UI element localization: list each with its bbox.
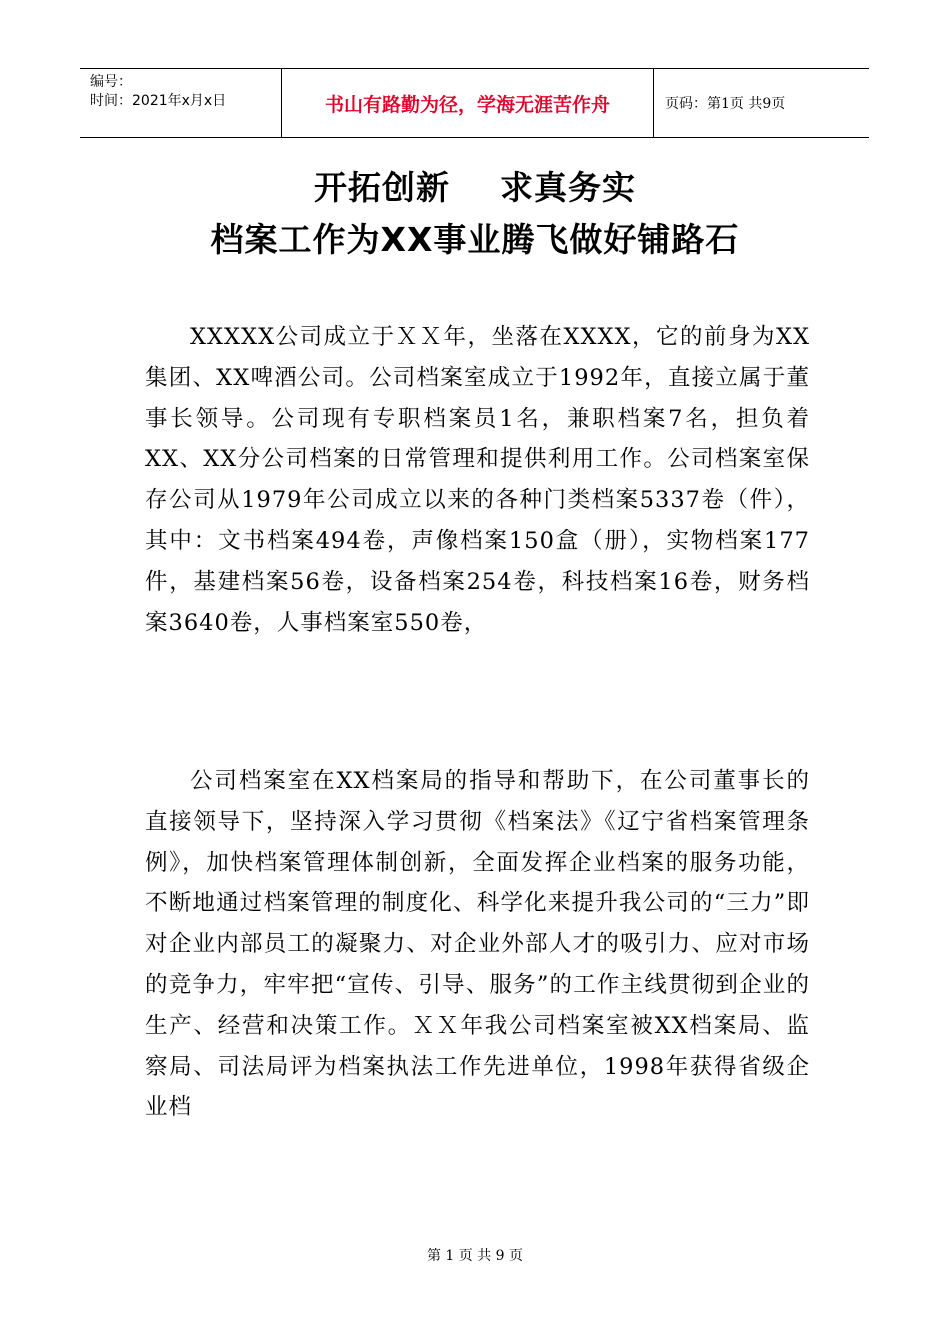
title-part-1: 开拓创新 — [314, 168, 450, 207]
header-page-info: 页码：第1页 共9页 — [665, 96, 786, 112]
title-line-1 — [0, 162, 950, 209]
title-part-2: 求真务实 — [500, 168, 636, 207]
title-line-2: 档案工作为XX事业腾飞做好铺路石 — [210, 220, 740, 259]
time-label: 时间：2021年x月x日 — [90, 93, 227, 109]
page-footer: 第 1 页 共 9 页 — [426, 1248, 524, 1264]
body-paragraph-2: 公司档案室在XX档案局的指导和帮助下，在公司董事长的直接领导下，坚持深入学习贯彻《档案法》《辽宁省档案管理条例》，加快档案管理体制创新，全面发挥企业档案的服务功能，不断地通过档案管理的制度化、科学化来提升我公司的“三力”即对企业内部员工的凝聚力、对企业外部人才的吸引力、应对市场的竞争力，牢牢把“宣传、引导、服务”的工作主线贯彻到企业的生产、经营和决策工作。ＸＸ年我公司档案室被XX档案局、监察局、司法局评为档案执法工作先进单位，1998年获得省级企业档 — [145, 768, 810, 1121]
body-paragraph-1: XXXXX公司成立于ＸＸ年，坐落在XXXX，它的前身为XX集团、XX啤酒公司。公司档案室成立于1992年，直接立属于董事长领导。公司现有专职档案员1名，兼职档案7名，担负着XX、XX分公司档案的日常管理和提供利用工作。公司档案室保存公司从1979年公司成立以来的各种门类档案5337卷（件），其中：文书档案494卷，声像档案150盒（册），实物档案177件，基建档案56卷，设备档案254卷，科技档案16卷，财务档案3640卷，人事档案室550卷， — [145, 324, 810, 636]
header-meta — [80, 69, 281, 137]
header-motto: 书山有路勤为径，学海无涯苦作舟 — [281, 69, 654, 137]
number-label: 编号： — [90, 74, 132, 90]
document-header — [80, 68, 869, 138]
